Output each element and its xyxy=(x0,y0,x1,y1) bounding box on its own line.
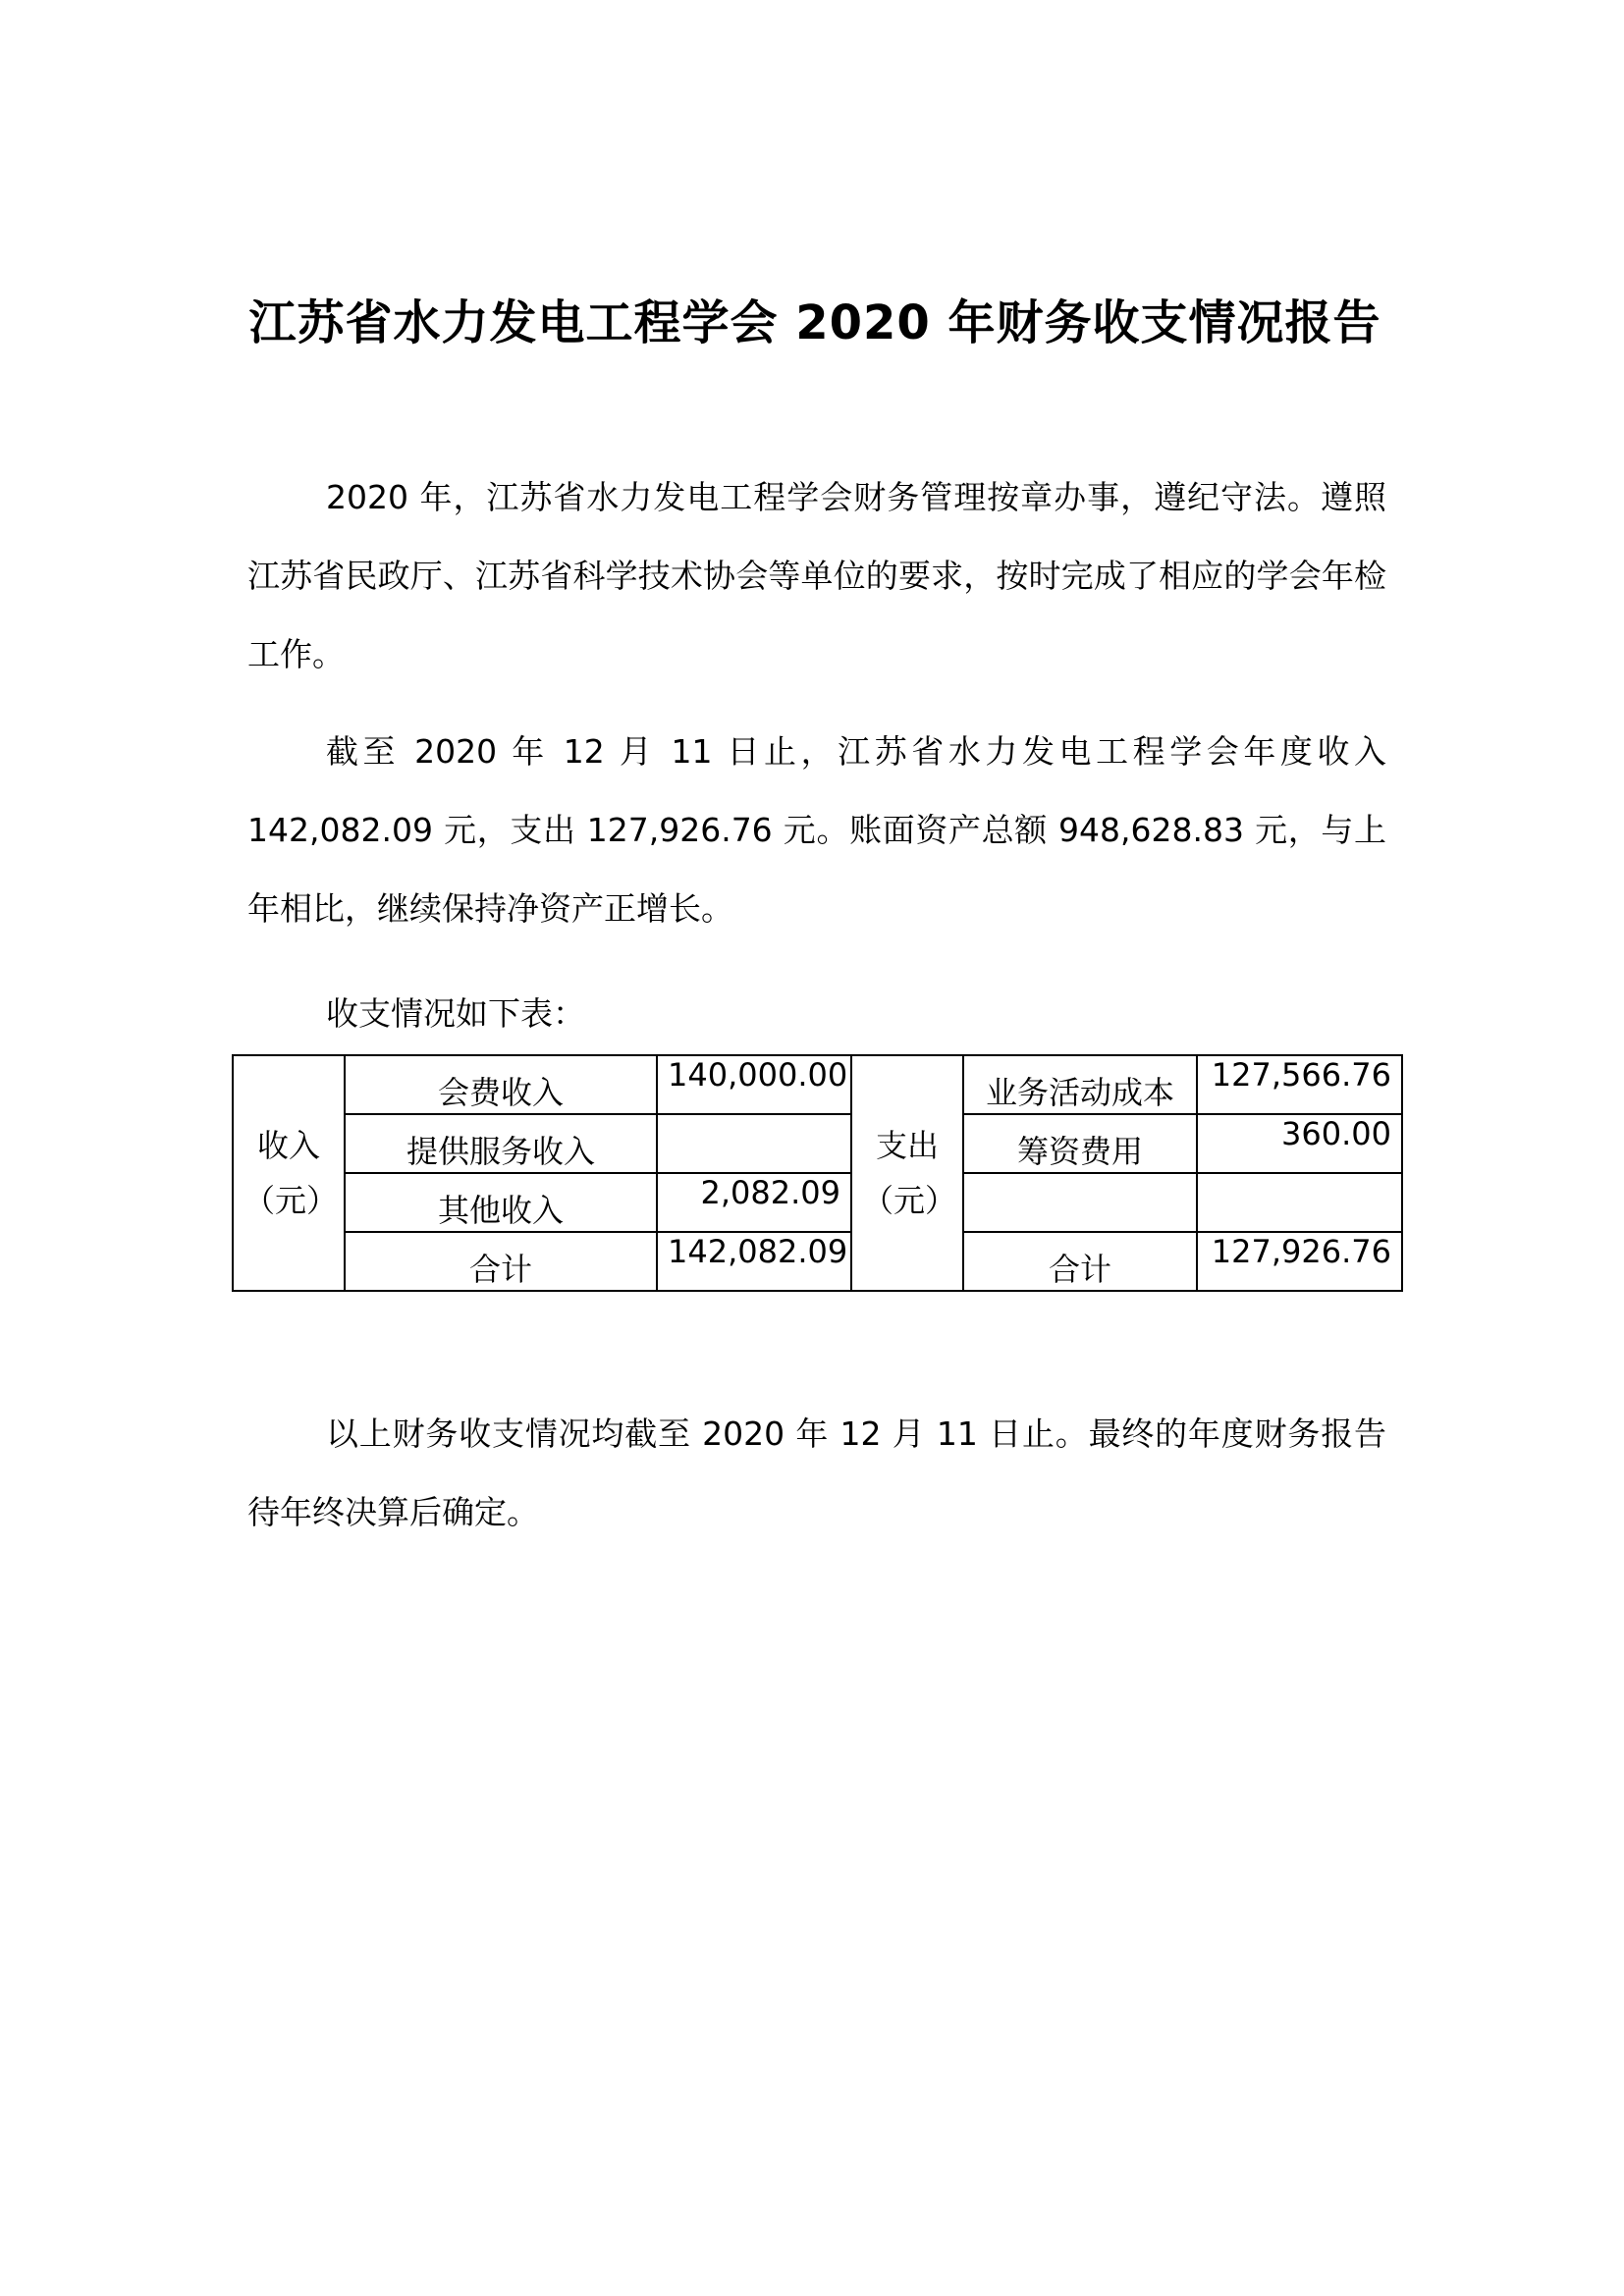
expense-total-label: 合计 xyxy=(963,1232,1197,1291)
income-value: 140,000.00 xyxy=(657,1055,851,1114)
income-total-label: 合计 xyxy=(345,1232,657,1291)
income-header-cell xyxy=(233,1055,345,1291)
expense-value xyxy=(1197,1173,1402,1232)
income-label: 其他收入 xyxy=(345,1173,657,1232)
table-row xyxy=(233,1232,1402,1291)
income-value xyxy=(657,1114,851,1173)
paragraph-table-intro: 收支情况如下表： xyxy=(326,994,585,1033)
report-title: 江苏省水力发电工程学会 2020 年财务收支情况报告 xyxy=(248,295,1381,350)
income-total-value: 142,082.09 xyxy=(657,1232,851,1291)
income-header-label: 收入 xyxy=(256,1127,320,1164)
expense-value: 360.00 xyxy=(1197,1114,1402,1173)
income-label: 提供服务收入 xyxy=(345,1114,657,1173)
income-value: 2,082.09 xyxy=(657,1173,851,1232)
income-expense-table xyxy=(232,1054,1403,1292)
expense-header-unit: （元） xyxy=(862,1182,957,1219)
expense-label: 筹资费用 xyxy=(963,1114,1197,1173)
income-header-unit: （元） xyxy=(244,1182,339,1219)
table-row xyxy=(233,1055,1402,1114)
expense-total-value: 127,926.76 xyxy=(1197,1232,1402,1291)
table-row xyxy=(233,1114,1402,1173)
expense-header-label: 支出 xyxy=(875,1127,939,1164)
paragraph-closing-note: 以上财务收支情况均截至 2020 年 12 月 11 日止。最终的年度财务报告待年终决算后确定。 xyxy=(247,1415,1386,1531)
expense-header-cell xyxy=(851,1055,963,1291)
income-label: 会费收入 xyxy=(345,1055,657,1114)
expense-value: 127,566.76 xyxy=(1197,1055,1402,1114)
paragraph-overview: 2020 年，江苏省水力发电工程学会财务管理按章办事，遵纪守法。遵照江苏省民政厅、江苏省科学技术协会等单位的要求，按时完成了相应的学会年检工作。 xyxy=(247,478,1386,673)
expense-label xyxy=(963,1173,1197,1232)
table-row xyxy=(233,1173,1402,1232)
expense-label: 业务活动成本 xyxy=(963,1055,1197,1114)
paragraph-income-summary: 截至 2020 年 12 月 11 日止，江苏省水力发电工程学会年度收入 142,082.09 元，支出 127,926.76 元。账面资产总额 948,628.83 元，与上年相比，继续保持净资产正增长。 xyxy=(247,732,1386,928)
